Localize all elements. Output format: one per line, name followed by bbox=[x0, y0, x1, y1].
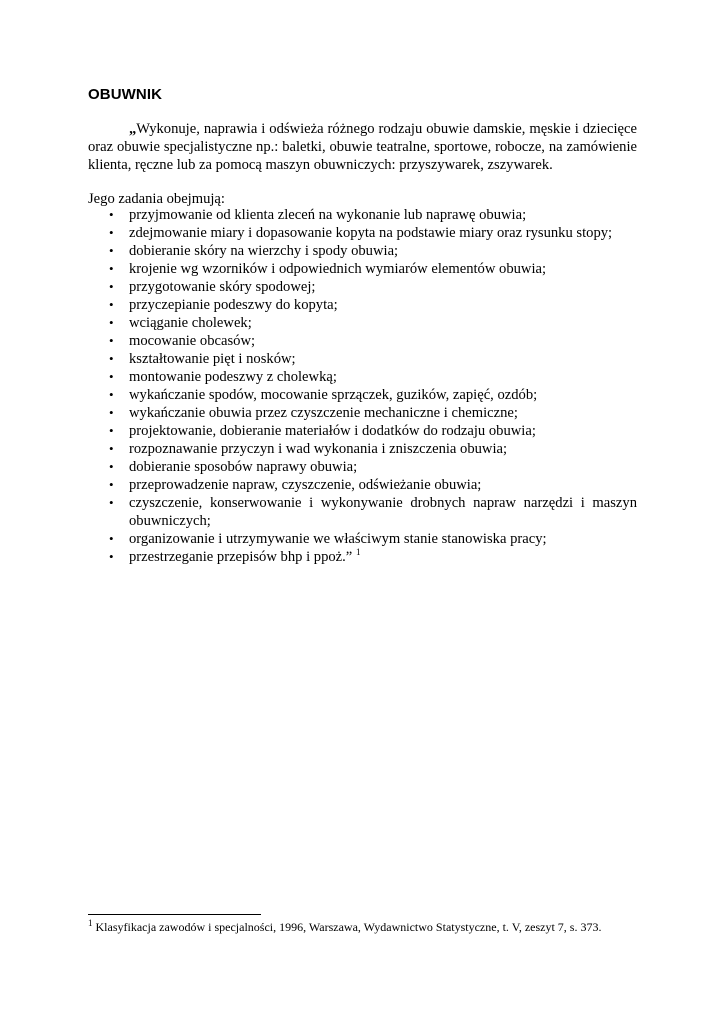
bullet-icon: • bbox=[109, 495, 114, 510]
list-item bbox=[88, 422, 637, 440]
list-item-text: przestrzeganie przepisów bhp i ppoż.” bbox=[129, 549, 353, 565]
list-item bbox=[88, 260, 637, 278]
list-item-text: czyszczenie, konserwowanie i wykonywanie drobnych napraw narzędzi i maszyn obuwniczych; bbox=[129, 495, 637, 529]
footnote-separator bbox=[88, 914, 261, 915]
bullet-icon: • bbox=[109, 351, 114, 366]
list-item-text: przygotowanie skóry spodowej; bbox=[129, 279, 316, 295]
list-item-text: dobieranie sposobów naprawy obuwia; bbox=[129, 459, 358, 475]
bullet-icon: • bbox=[109, 459, 114, 474]
list-item-text: przyczepianie podeszwy do kopyta; bbox=[129, 297, 338, 313]
footnote-reference: 1 bbox=[355, 547, 361, 558]
tasks-heading: Jego zadania obejmują: bbox=[88, 191, 225, 207]
list-item bbox=[88, 476, 637, 494]
list-item bbox=[88, 368, 637, 386]
bullet-icon: • bbox=[109, 333, 114, 348]
list-item-text: montowanie podeszwy z cholewką; bbox=[129, 369, 337, 385]
bullet-icon: • bbox=[109, 405, 114, 420]
list-item bbox=[88, 278, 637, 296]
list-item bbox=[88, 314, 637, 332]
task-list bbox=[88, 206, 637, 566]
list-item bbox=[88, 548, 637, 566]
intro-text: Wykonuje, naprawia i odświeża różnego rodzaju obuwie damskie, męskie i dziecięce oraz obuwie specjalistyczne np.: baletki, obuwie teatralne, sportowe, robocze, na zamówienie klienta, ręczne lub za pomocą maszyn obuwniczych: przyszywarek, zszywarek. bbox=[88, 121, 637, 173]
opening-quote: „ bbox=[129, 121, 137, 137]
list-item bbox=[88, 296, 637, 314]
bullet-icon: • bbox=[109, 369, 114, 384]
list-item-text: organizowanie i utrzymywanie we właściwym stanie stanowiska pracy; bbox=[129, 531, 547, 547]
list-item-text: zdejmowanie miary i dopasowanie kopyta na podstawie miary oraz rysunku stopy; bbox=[129, 225, 613, 241]
bullet-icon: • bbox=[109, 441, 114, 456]
bullet-icon: • bbox=[109, 243, 114, 258]
bullet-icon: • bbox=[109, 297, 114, 312]
list-item-text: projektowanie, dobieranie materiałów i dodatków do rodzaju obuwia; bbox=[129, 423, 536, 439]
list-item-text: krojenie wg wzorników i odpowiednich wymiarów elementów obuwia; bbox=[129, 261, 547, 277]
list-item bbox=[88, 332, 637, 350]
list-item bbox=[88, 386, 637, 404]
list-item-text: wykańczanie obuwia przez czyszczenie mechaniczne i chemiczne; bbox=[129, 405, 518, 421]
list-item bbox=[88, 404, 637, 422]
bullet-icon: • bbox=[109, 387, 114, 402]
bullet-icon: • bbox=[109, 279, 114, 294]
bullet-icon: • bbox=[109, 225, 114, 240]
bullet-icon: • bbox=[109, 477, 114, 492]
list-item-text: mocowanie obcasów; bbox=[129, 333, 256, 349]
list-item bbox=[88, 350, 637, 368]
list-item-text: przyjmowanie od klienta zleceń na wykonanie lub naprawę obuwia; bbox=[129, 207, 527, 223]
bullet-icon: • bbox=[109, 207, 114, 222]
bullet-icon: • bbox=[109, 531, 114, 546]
page-title: OBUWNIK bbox=[88, 86, 163, 103]
footnote-text: Klasyfikacja zawodów i specjalności, 1996, Warszawa, Wydawnictwo Statystyczne, t. V, zeszyt 7, s. 373. bbox=[95, 920, 602, 934]
intro-paragraph bbox=[88, 120, 637, 174]
list-item-text: rozpoznawanie przyczyn i wad wykonania i zniszczenia obuwia; bbox=[129, 441, 508, 457]
list-item-text: wciąganie cholewek; bbox=[129, 315, 252, 331]
list-item bbox=[88, 440, 637, 458]
bullet-icon: • bbox=[109, 261, 114, 276]
list-item-text: przeprowadzenie napraw, czyszczenie, odświeżanie obuwia; bbox=[129, 477, 482, 493]
list-item-text: wykańczanie spodów, mocowanie sprzączek, guzików, zapięć, ozdób; bbox=[129, 387, 538, 403]
bullet-icon: • bbox=[109, 423, 114, 438]
list-item bbox=[88, 494, 637, 530]
list-item bbox=[88, 530, 637, 548]
list-item-text: dobieranie skóry na wierzchy i spody obuwia; bbox=[129, 243, 399, 259]
footnote bbox=[88, 920, 601, 935]
footnote-marker: 1 bbox=[88, 918, 93, 928]
list-item bbox=[88, 458, 637, 476]
list-item bbox=[88, 242, 637, 260]
bullet-icon: • bbox=[109, 315, 114, 330]
list-item bbox=[88, 224, 637, 242]
bullet-icon: • bbox=[109, 549, 114, 564]
list-item-text: kształtowanie pięt i nosków; bbox=[129, 351, 296, 367]
list-item bbox=[88, 206, 637, 224]
